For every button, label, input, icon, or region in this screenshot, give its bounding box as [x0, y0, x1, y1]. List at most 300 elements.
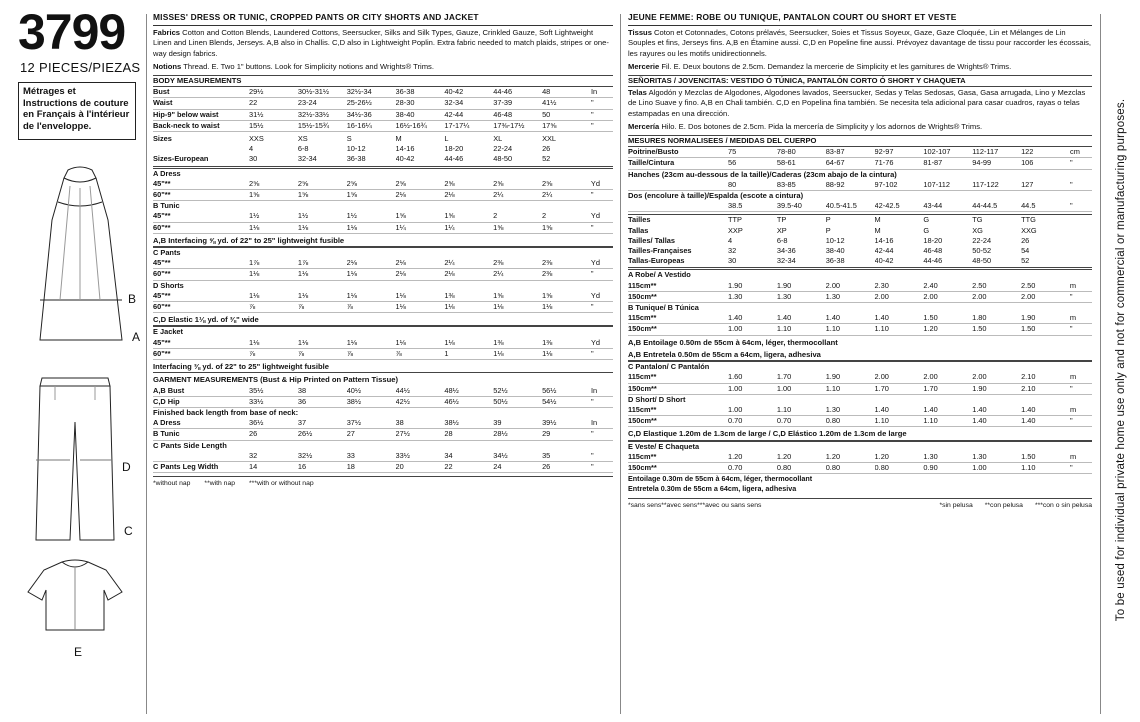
french-sizes-table: [628, 215, 1092, 266]
row-label: Tailles-Françaises: [628, 246, 692, 256]
table-row: [153, 386, 613, 397]
table-row: [628, 158, 1092, 169]
table-cell: [591, 134, 613, 144]
table-row: [628, 313, 1092, 324]
table-cell: 41½: [542, 98, 591, 109]
table-cell: 32-34: [444, 98, 493, 109]
table-cell: 1.40: [777, 313, 826, 324]
table-cell: L: [444, 134, 449, 144]
table-cell: m: [1070, 405, 1092, 416]
table-cell: 75: [728, 147, 777, 158]
table-cell: 17-17¼: [444, 120, 493, 131]
table-cell: ⅞: [347, 348, 396, 359]
table-cell: 30½-31½: [298, 87, 347, 98]
table-cell: 36-38: [346, 154, 366, 164]
english-column: [153, 12, 613, 489]
dos-table: [628, 201, 1092, 212]
table-cell: 54: [1021, 246, 1030, 256]
row-label: 115cm**: [628, 405, 728, 416]
row-label: C,D Hip: [153, 396, 249, 407]
row-label: Back-neck to waist: [153, 120, 249, 131]
table-cell: 1⅛: [249, 269, 298, 280]
table-cell: 1⅝: [347, 190, 396, 201]
table-cell: 35: [542, 451, 591, 462]
row-label: 60"**: [153, 302, 249, 313]
row-label: 45"**: [153, 291, 249, 302]
table-cell: ⅞: [347, 302, 396, 313]
dress-sketch: [40, 167, 122, 340]
table-cell: 28: [444, 429, 493, 440]
row-label: 150cm**: [628, 291, 728, 302]
table-cell: 2⅛: [444, 190, 493, 201]
table-cell: 1⅝: [493, 222, 542, 233]
table-cell: 1.50: [972, 324, 1021, 335]
table-cell: M: [874, 225, 881, 235]
table-cell: 40-42: [874, 256, 894, 266]
view-heading-row: [153, 280, 613, 291]
row-label: [628, 201, 728, 212]
table-cell: 44-46: [444, 154, 464, 164]
table-cell: 2.00: [1021, 291, 1070, 302]
table-cell: 33½: [396, 451, 445, 462]
table-row: [153, 87, 613, 98]
table-cell: 1⅝: [444, 211, 493, 222]
table-cell: 1.60: [728, 372, 777, 383]
table-cell: 2⅝: [249, 179, 298, 190]
table-cell: 2.00: [875, 372, 924, 383]
table-cell: 1.00: [728, 324, 777, 335]
cd-elastic: C,D Elastic 1⅛ yd. of ⅜" wide: [153, 315, 613, 326]
views-ab-table: [153, 168, 613, 234]
table-cell: 58-61: [777, 158, 826, 169]
usage-notice: [1108, 30, 1134, 690]
row-label: [628, 180, 728, 191]
table-row: [628, 256, 1092, 266]
table-cell: 1.70: [875, 383, 924, 394]
table-cell: 22: [249, 98, 298, 109]
table-cell: 6-8: [297, 144, 309, 154]
row-label: Tailles/ Tallas: [628, 235, 675, 245]
table-cell: 29: [542, 429, 591, 440]
table-row: [628, 147, 1092, 158]
mercerie-text: Fil. E. Deux boutons de 2.5cm. Demandez la mercerie de Simplicity et les garnitures de Wrights® Trims.: [661, 61, 1012, 71]
table-cell: 18-20: [444, 144, 464, 154]
row-label: 60"**: [153, 348, 249, 359]
fabrics-paragraph: [153, 28, 613, 59]
table-cell: TTP: [728, 215, 742, 225]
table-cell: 2⅛: [395, 190, 444, 201]
table-cell: 2⅝: [542, 179, 591, 190]
table-row: [153, 120, 613, 131]
table-cell: M: [874, 215, 881, 225]
table-cell: 36½: [249, 418, 298, 429]
table-row: [628, 236, 1092, 246]
table-cell: ⅞: [298, 302, 347, 313]
table-cell: 0.80: [826, 416, 875, 427]
table-cell: 36: [298, 396, 347, 407]
table-cell: 32½-34: [347, 87, 396, 98]
table-cell: 1.00: [972, 462, 1021, 473]
table-cell: 0.70: [728, 416, 777, 427]
row-label: 150cm**: [628, 324, 728, 335]
table-row: [153, 269, 613, 280]
table-cell: 97-102: [875, 180, 924, 191]
table-cell: ": [591, 98, 613, 109]
table-cell: ": [1070, 180, 1092, 191]
metric-measurements-table: [628, 147, 1092, 169]
table-cell: ": [1070, 158, 1092, 169]
table-cell: 1⅛: [542, 302, 591, 313]
table-cell: In: [591, 418, 613, 429]
table-cell: 54½: [542, 396, 591, 407]
table-cell: 33½: [249, 396, 298, 407]
table-cell: [1070, 246, 1092, 256]
english-title: MISSES' DRESS OR TUNIC, CROPPED PANTS OR CITY SHORTS AND JACKET: [153, 12, 613, 26]
table-cell: 38: [396, 418, 445, 429]
table-cell: 40-42: [444, 87, 493, 98]
table-row: [628, 281, 1092, 292]
table-cell: XXS: [249, 134, 264, 144]
table-cell: [591, 144, 613, 154]
view-label-a: A: [132, 330, 141, 344]
table-cell: 2.50: [972, 281, 1021, 292]
view-label-e: E: [74, 645, 83, 659]
table-cell: 1⅞: [298, 258, 347, 269]
table-cell: 50: [542, 109, 591, 120]
french-views-cd-table: [628, 361, 1092, 427]
table-cell: 37½: [347, 418, 396, 429]
table-cell: 1.30: [923, 452, 972, 463]
row-label: C Pants Leg Width: [153, 462, 249, 473]
table-cell: 18: [347, 462, 396, 473]
table-cell: TP: [776, 215, 787, 225]
table-cell: 39: [493, 418, 542, 429]
table-cell: 1.20: [875, 452, 924, 463]
table-cell: [1070, 236, 1092, 246]
pieces-count: 12 PIECES/PIEZAS: [20, 60, 141, 75]
table-cell: 32½: [298, 451, 347, 462]
table-cell: 1⅛: [493, 302, 542, 313]
e-entoilage: Entoilage 0.30m de 55cm à 64cm, léger, thermocollant: [628, 474, 813, 484]
table-cell: 1.40: [972, 405, 1021, 416]
table-cell: 42-44: [874, 246, 894, 256]
dos-label: Dos (encolure à taille)/Espalda (escote a cintura): [628, 191, 804, 201]
view-heading-row: [628, 394, 1092, 405]
table-cell: 1.40: [875, 405, 924, 416]
table-cell: m: [1070, 372, 1092, 383]
table-cell: M: [395, 134, 402, 144]
table-cell: 34½: [493, 451, 542, 462]
table-cell: 18-20: [923, 235, 943, 245]
table-cell: XXG: [1021, 225, 1037, 235]
table-cell: 50½: [493, 396, 542, 407]
table-cell: 2⅝: [395, 179, 444, 190]
table-cell: 38.5: [728, 201, 777, 212]
table-cell: XXP: [728, 225, 743, 235]
table-row: [628, 452, 1092, 463]
table-cell: Yd: [591, 258, 613, 269]
finished-length-table: [153, 418, 613, 440]
table-cell: P: [825, 225, 831, 235]
table-cell: ": [1070, 462, 1092, 473]
row-label: B Tunic: [153, 201, 613, 212]
footnote: **avec sens: [661, 501, 698, 509]
tissus-text: Coton et Cotonnades, Cotons prélavés, Seersucker, Soies et Tissus Soyeux, Gaze, Gaze Cloquée, Lin et Mélanges de Lin Souples et fins, Jerseys fins. A,B en Étamine aussi. C,D en Popeline fine aussi. Prévoyez davantage de tissu pour raccorder les écossais, les rayures ou les motifs unidirectionnels.: [628, 28, 1092, 58]
table-cell: 10-12: [346, 144, 366, 154]
table-cell: 2.10: [1021, 383, 1070, 394]
table-cell: 1.50: [923, 313, 972, 324]
table-cell: 17⅝: [542, 120, 591, 131]
e-interfacing: Interfacing ⅜ yd. of 22" to 25" lightweight fusible: [153, 362, 613, 373]
view-heading-row: [628, 362, 1092, 373]
row-label: 45"**: [153, 179, 249, 190]
table-row: [153, 451, 613, 462]
table-row: [153, 109, 613, 120]
table-row: [153, 429, 613, 440]
table-cell: 1¼: [444, 222, 493, 233]
table-cell: 2.00: [972, 372, 1021, 383]
table-row: [153, 144, 613, 154]
table-cell: TTG: [1021, 215, 1036, 225]
table-cell: 27½: [396, 429, 445, 440]
table-cell: 1⅞: [249, 258, 298, 269]
table-cell: 44-46: [923, 256, 943, 266]
table-cell: 26: [1021, 235, 1030, 245]
table-cell: 1.10: [874, 324, 923, 335]
table-cell: 1½: [347, 211, 396, 222]
english-footer: [153, 476, 613, 489]
footnote: *without nap: [153, 480, 191, 488]
table-cell: 2¼: [493, 269, 542, 280]
view-heading-row: [153, 248, 613, 259]
table-cell: 43-44: [923, 201, 972, 212]
table-cell: 112-117: [972, 147, 1021, 158]
row-label: C Pants: [153, 248, 613, 259]
french-instructions-note: Métrages et Instructions de couture en Français à l'intérieur de l'enveloppe.: [18, 82, 136, 140]
divider-middle: [620, 14, 621, 714]
table-cell: 30: [249, 154, 258, 164]
table-cell: 92-97: [875, 147, 924, 158]
table-cell: 1.40: [1021, 416, 1070, 427]
leg-width-table: [153, 462, 613, 473]
table-cell: m: [1070, 313, 1092, 324]
table-cell: 2.10: [1021, 372, 1070, 383]
table-cell: 2: [542, 211, 591, 222]
table-cell: 1⅜: [493, 338, 542, 349]
table-cell: 46½: [444, 396, 493, 407]
table-cell: 1.30: [826, 291, 875, 302]
table-cell: 48: [542, 87, 591, 98]
row-label: 60"**: [153, 269, 249, 280]
table-cell: P: [825, 215, 831, 225]
table-cell: 1.00: [728, 405, 777, 416]
table-cell: [1070, 215, 1092, 225]
table-cell: 44½: [396, 386, 445, 397]
table-row: [153, 418, 613, 429]
view-heading-row: [628, 303, 1092, 314]
row-label: 115cm**: [628, 452, 728, 463]
footnote: ***with or without nap: [249, 480, 314, 488]
table-cell: 83-87: [826, 147, 875, 158]
table-cell: 1.30: [826, 405, 875, 416]
french-views-e-table: [628, 441, 1092, 475]
view-label-d: D: [122, 460, 131, 474]
footnote: ***con o sin pelusa: [1034, 501, 1092, 509]
table-cell: ": [591, 190, 613, 201]
table-cell: 1.80: [972, 313, 1021, 324]
table-cell: XP: [776, 225, 787, 235]
row-label: A Dress: [153, 418, 249, 429]
table-cell: 14: [249, 462, 298, 473]
row-label: 115cm**: [628, 313, 728, 324]
table-cell: TG: [972, 215, 983, 225]
ab-interfacing: A,B Interfacing ⅝ yd. of 22" to 25" lightweight fusible: [153, 236, 613, 247]
table-cell: 1⅛: [395, 302, 444, 313]
table-cell: 2.00: [972, 291, 1021, 302]
table-cell: 26½: [298, 429, 347, 440]
pants-sketch: [36, 378, 114, 540]
table-cell: 33: [347, 451, 396, 462]
fabrics-label: Fabrics: [153, 28, 181, 38]
table-cell: 1.00: [777, 383, 826, 394]
sizes-table: [153, 134, 613, 165]
table-cell: [591, 154, 613, 164]
table-cell: XXL: [542, 134, 557, 144]
table-cell: 38-40: [825, 246, 845, 256]
french-sizes-block: [628, 214, 1092, 268]
table-row: [153, 190, 613, 201]
sizes-block: [153, 134, 613, 167]
footnote: ***avec ou sans sens: [697, 501, 762, 509]
table-cell: 42-44: [444, 109, 493, 120]
table-cell: 2.40: [923, 281, 972, 292]
table-cell: 32-34: [297, 154, 317, 164]
table-row: [628, 416, 1092, 427]
table-cell: 1⅝: [298, 190, 347, 201]
merceria-label: Mercería: [628, 121, 660, 131]
table-cell: 106: [1021, 158, 1070, 169]
table-cell: ": [591, 462, 613, 473]
table-cell: 38: [298, 386, 347, 397]
table-cell: 2.00: [923, 291, 972, 302]
garment-measurements-title: GARMENT MEASUREMENTS (Bust & Hip Printed on Pattern Tissue): [153, 375, 398, 385]
ab-entretela: A,B Entretela 0.50m de 55cm a 64cm, ligera, adhesiva: [628, 350, 1092, 361]
table-cell: 81-87: [923, 158, 972, 169]
merceria-text: Hilo. E. Dos botones de 2.5cm. Pida la mercería de Simplicity y los adornos de Wrights® Trims.: [661, 121, 983, 131]
table-row: [628, 291, 1092, 302]
row-label: 60"**: [153, 190, 249, 201]
table-cell: 6-8: [776, 235, 788, 245]
row-label: B Tunique/ B Túnica: [628, 303, 1092, 314]
table-cell: 1¼: [395, 222, 444, 233]
row-label: Sizes-European: [153, 154, 209, 164]
row-label: 45"**: [153, 258, 249, 269]
table-cell: 25-26½: [347, 98, 396, 109]
table-cell: In: [591, 87, 613, 98]
table-cell: 1⅛: [493, 348, 542, 359]
french-views-ab-table: [628, 269, 1092, 335]
table-cell: 2¼: [444, 258, 493, 269]
table-cell: 1.90: [972, 383, 1021, 394]
table-cell: 2.30: [874, 281, 923, 292]
table-cell: 1.70: [777, 372, 826, 383]
table-cell: 24: [493, 462, 542, 473]
table-cell: 15½: [249, 120, 298, 131]
table-cell: 1⅛: [444, 302, 493, 313]
row-label: B Tunic: [153, 429, 249, 440]
table-row: [628, 405, 1092, 416]
table-cell: 1⅜: [542, 338, 591, 349]
pattern-number: 3799: [18, 4, 126, 60]
table-cell: 1.40: [923, 405, 972, 416]
table-cell: 1.90: [777, 281, 826, 292]
ab-entoilage: A,B Entoilage 0.50m de 55cm à 64cm, léger, thermocollant: [628, 337, 838, 347]
table-row: [153, 179, 613, 190]
table-cell: 1⅛: [395, 291, 444, 302]
table-cell: 2⅛: [395, 258, 444, 269]
table-cell: 1.20: [923, 324, 972, 335]
table-cell: 1⅛: [347, 291, 396, 302]
table-cell: ": [1070, 201, 1092, 212]
table-cell: m: [1070, 452, 1092, 463]
row-label: 115cm**: [628, 281, 728, 292]
table-cell: 2.50: [1021, 281, 1070, 292]
table-cell: 1⅝: [542, 222, 591, 233]
table-cell: Yd: [591, 291, 613, 302]
table-cell: 1.10: [875, 416, 924, 427]
view-label-c: C: [124, 524, 133, 538]
table-cell: 1.40: [874, 313, 923, 324]
table-cell: 0.80: [875, 462, 924, 473]
table-cell: 1.10: [1021, 462, 1070, 473]
hanches-label: Hanches (23cm au-dessous de la taille)/Caderas (23cm abajo de la cintura): [628, 169, 897, 179]
table-cell: 1⅛: [347, 269, 396, 280]
table-cell: 22: [444, 462, 493, 473]
table-row: [153, 211, 613, 222]
table-cell: ": [591, 120, 613, 131]
table-cell: 1.90: [728, 281, 777, 292]
table-cell: 1⅛: [298, 338, 347, 349]
table-cell: 71-76: [875, 158, 924, 169]
finished-length-label: Finished back length from base of neck:: [153, 407, 299, 417]
table-cell: 1⅜: [444, 291, 493, 302]
table-cell: 31½: [249, 109, 298, 120]
table-cell: 46-48: [493, 109, 542, 120]
table-cell: 16½-16¾: [396, 120, 445, 131]
garment-sketches: [0, 160, 150, 660]
table-cell: ⅞: [249, 302, 298, 313]
row-label: 115cm**: [628, 372, 728, 383]
table-cell: 2⅛: [444, 269, 493, 280]
table-cell: 36-38: [396, 87, 445, 98]
table-cell: 2⅛: [395, 269, 444, 280]
table-cell: 83-85: [777, 180, 826, 191]
table-cell: G: [923, 215, 930, 225]
table-cell: 2⅝: [493, 179, 542, 190]
table-cell: 122: [1021, 147, 1070, 158]
table-cell: 4: [728, 235, 733, 245]
table-cell: 32-34: [776, 256, 796, 266]
view-heading-row: [628, 270, 1092, 281]
table-cell: G: [923, 225, 930, 235]
table-cell: 2⅝: [444, 179, 493, 190]
table-cell: 16-16¼: [347, 120, 396, 131]
table-row: [628, 462, 1092, 473]
hanches-table: [628, 180, 1092, 191]
table-cell: 16: [298, 462, 347, 473]
table-cell: cm: [1070, 147, 1092, 158]
table-row: [628, 383, 1092, 394]
